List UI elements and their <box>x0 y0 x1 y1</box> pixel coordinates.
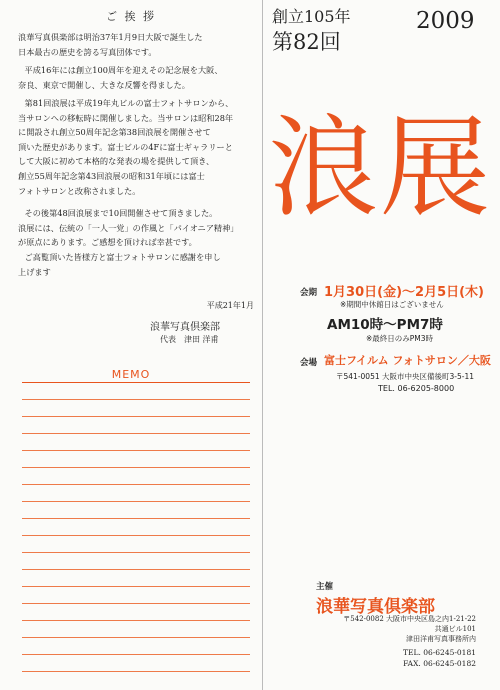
memo-title: MEMO <box>111 368 151 381</box>
greeting-paragraph-1 <box>18 30 258 59</box>
host-label: 主催 <box>316 582 334 592</box>
period-note: ※期間中休館日はございません <box>340 300 444 309</box>
memo-line <box>22 501 250 502</box>
opening-hours: AM10時〜PM7時 <box>327 317 443 333</box>
host-address-line: 共通ビル101 <box>434 625 476 633</box>
greeting-paragraph-3 <box>18 96 258 198</box>
venue-address: 〒541-0051 大阪市中央区備後町3-5-11 <box>336 372 474 381</box>
host-address-line: 〒542-0082 大阪市中央区島之内1-21-22 <box>343 615 476 623</box>
text-line: 奈良、東京で開催し、大きな反響を得ました。 <box>18 79 190 90</box>
venue-name: 富士フイルム フォトサロン／大阪 <box>324 354 491 367</box>
memo-line <box>22 450 250 451</box>
host-fax: FAX. 06-6245-0182 <box>403 659 476 668</box>
greeting-paragraph-5 <box>18 250 258 279</box>
column-divider <box>262 0 263 690</box>
main-title: 浪展 <box>268 104 492 232</box>
venue-tel: TEL. 06-6205-8000 <box>378 384 455 393</box>
anniversary-label: 創立105年 <box>272 7 351 26</box>
greeting-paragraph-2 <box>18 63 258 92</box>
text-line: 平成16年には創立100周年を迎えその記念展を大阪、 <box>24 65 223 75</box>
greeting-paragraph-4 <box>18 206 258 250</box>
text-line: 日本最古の歴史を誇る写真団体です。 <box>18 46 157 57</box>
text-line: その後第48回浪展まで10回開催させて頂きました。 <box>24 208 218 218</box>
event-year: 2009 <box>416 8 475 34</box>
venue-label: 会場 <box>300 358 318 368</box>
memo-line <box>22 416 250 417</box>
text-line: フォトサロンと改称されました。 <box>18 185 141 196</box>
session-number: 第82回 <box>272 30 341 54</box>
memo-line <box>22 484 250 485</box>
greeting-date: 平成21年1月 <box>206 301 254 310</box>
greeting-title: ご 挨 拶 <box>106 10 156 23</box>
text-line: に開設され創立50周年記念第38回浪展を開催させて <box>18 127 211 138</box>
period-label: 会期 <box>300 288 318 298</box>
memo-line <box>22 467 250 468</box>
greeting-rep: 代表 津田 洋甫 <box>160 335 219 344</box>
memo-line <box>22 433 250 434</box>
hours-note: ※最終日のみPM3時 <box>366 334 434 343</box>
memo-line <box>22 603 250 604</box>
text-line: 浪華写真倶楽部は明治37年1月9日大阪で誕生した <box>18 32 203 42</box>
memo-line <box>22 399 250 400</box>
host-address <box>316 614 476 644</box>
memo-line <box>22 569 250 570</box>
greeting-org: 浪華写真倶楽部 <box>150 322 220 333</box>
host-tel: TEL. 06-6245-0181 <box>402 648 476 657</box>
host-contact <box>336 647 476 669</box>
memo-line <box>22 654 250 655</box>
memo-line <box>22 552 250 553</box>
text-line: 当サロンへの移転時に開催しました。当サロンは昭和28年 <box>18 112 234 123</box>
text-line: が原点にあります。ご感想を頂ければ幸甚です。 <box>18 237 197 248</box>
text-line: して大阪に初めて本格的な発表の場を提供して頂き、 <box>18 156 215 167</box>
memo-line <box>22 637 250 638</box>
host-name: 浪華写真倶楽部 <box>316 597 435 617</box>
memo-line <box>22 518 250 519</box>
memo-top-rule <box>22 382 250 383</box>
memo-line <box>22 671 250 672</box>
text-line: ご高覧頂いた皆様方と富士フォトサロンに感謝を申し <box>24 252 221 262</box>
text-line: 上げます <box>18 266 51 277</box>
text-line: 頂いた歴史があります。富士ビルの4Fに富士ギャラリーと <box>18 141 233 152</box>
event-period: 1月30日(金)〜2月5日(木) <box>324 285 484 300</box>
memo-line <box>22 620 250 621</box>
text-line: 浪展には、伝統の「一人一党」の作風と「パイオニア精神」 <box>18 222 239 233</box>
host-address-line: 津田洋甫写真事務所内 <box>406 635 476 643</box>
text-line: 創立55周年記念第43回浪展の昭和31年頃には富士 <box>18 170 205 181</box>
text-line: 第81回浪展は平成19年丸ビルの富士フォトサロンから、 <box>24 98 234 108</box>
memo-line <box>22 586 250 587</box>
memo-line <box>22 535 250 536</box>
